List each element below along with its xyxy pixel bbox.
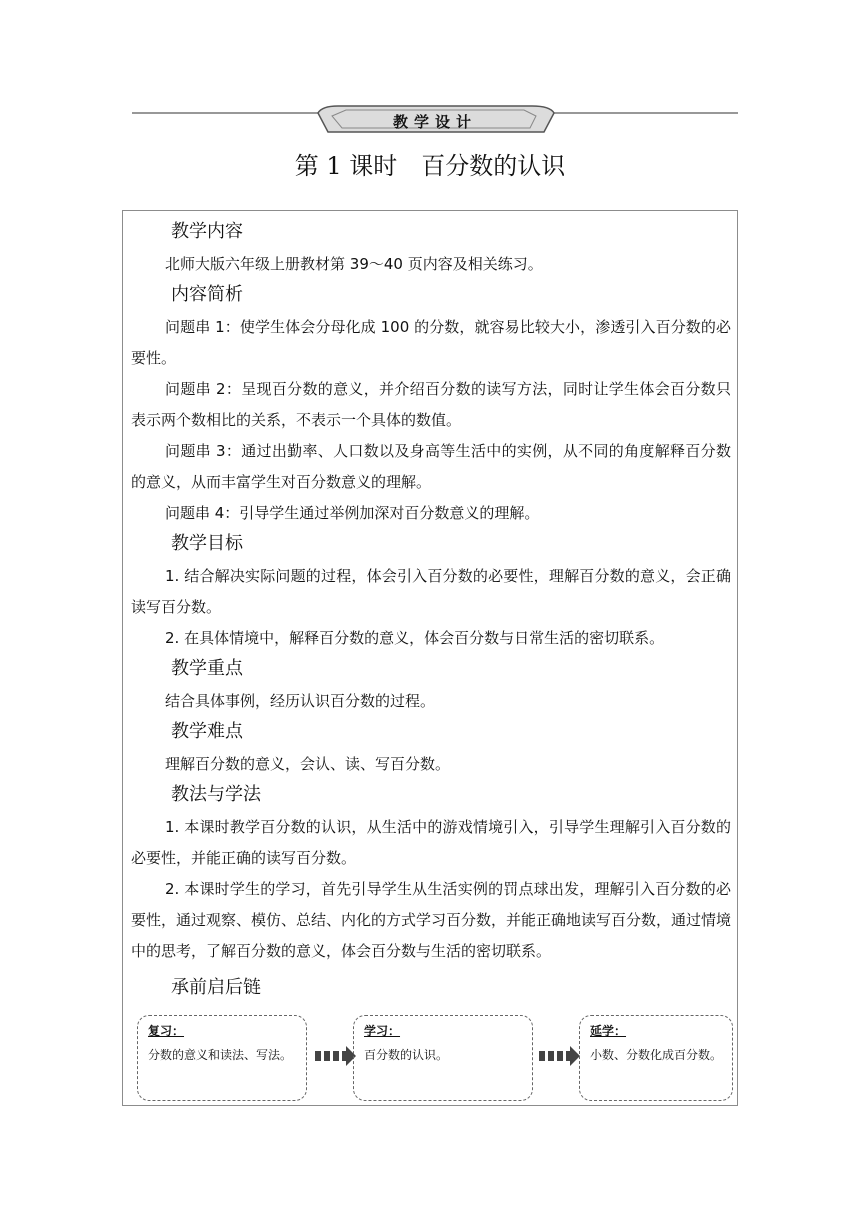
section-paragraph: 问题串 3：通过出勤率、人口数以及身高等生活中的实例，从不同的角度解释百分数的意义，从而丰富学生对百分数意义的理解。 (131, 442, 731, 491)
learning-chain (137, 1015, 733, 1105)
section-paragraph: 2. 本课时学生的学习，首先引导学生从生活实例的罚点球出发，理解引入百分数的必要性，通过观察、模仿、总结、内化的方式学习百分数，并能正确地读写百分数，通过情境中的思考，了解百分数的意义，体会百分数与生活的密切联系。 (131, 880, 732, 960)
section-paragraph: 问题串 2：呈现百分数的意义，并介绍百分数的读写方法，同时让学生体会百分数只表示两个数相比的关系，不表示一个具体的数值。 (131, 380, 731, 429)
lesson-plan-box (122, 210, 738, 1106)
section-heading-methods: 教法与学法 (171, 784, 261, 805)
section-paragraph: 结合具体事例，经历认识百分数的过程。 (165, 692, 436, 710)
section-paragraph: 1. 结合解决实际问题的过程，体会引入百分数的必要性，理解百分数的意义，会正确读写百分数。 (131, 567, 731, 616)
section-banner (132, 104, 738, 136)
section-paragraph: 理解百分数的意义，会认、读、写百分数。 (165, 755, 451, 773)
lesson-content (131, 217, 731, 1005)
section-heading-chain: 承前启后链 (171, 977, 261, 998)
review-title: 复习： (148, 1024, 185, 1038)
section-heading-analysis: 内容简析 (171, 284, 243, 305)
section-paragraph: 问题串 4：引导学生通过举例加深对百分数意义的理解。 (165, 504, 540, 522)
arrow-right-icon (313, 1045, 357, 1067)
section-heading-content: 教学内容 (171, 221, 243, 242)
lesson-title: 第 1 课时 百分数的认识 (294, 152, 566, 180)
extend-title: 延学： (590, 1024, 627, 1038)
section-paragraph: 北师大版六年级上册教材第 39～40 页内容及相关练习。 (165, 255, 543, 273)
section-heading-key-points: 教学重点 (171, 658, 243, 679)
section-heading-goals: 教学目标 (171, 533, 243, 554)
study-box (353, 1015, 533, 1101)
review-text: 分数的意义和读法、写法。 (148, 1048, 293, 1062)
section-paragraph: 2. 在具体情境中，解释百分数的意义，体会百分数与日常生活的密切联系。 (165, 629, 665, 647)
study-text: 百分数的认识。 (364, 1048, 449, 1062)
review-box (137, 1015, 307, 1101)
study-title: 学习： (364, 1024, 401, 1038)
section-heading-difficulties: 教学难点 (171, 721, 243, 742)
banner-title: 教学设计 (392, 113, 477, 131)
section-paragraph: 1. 本课时教学百分数的认识，从生活中的游戏情境引入，引导学生理解引入百分数的必要性，并能正确的读写百分数。 (131, 818, 731, 867)
section-paragraph: 问题串 1：使学生体会分母化成 100 的分数，就容易比较大小，渗透引入百分数的必要性。 (131, 318, 731, 367)
extend-box (579, 1015, 733, 1101)
extend-text: 小数、分数化成百分数。 (590, 1048, 723, 1062)
arrow-right-icon (537, 1045, 581, 1067)
